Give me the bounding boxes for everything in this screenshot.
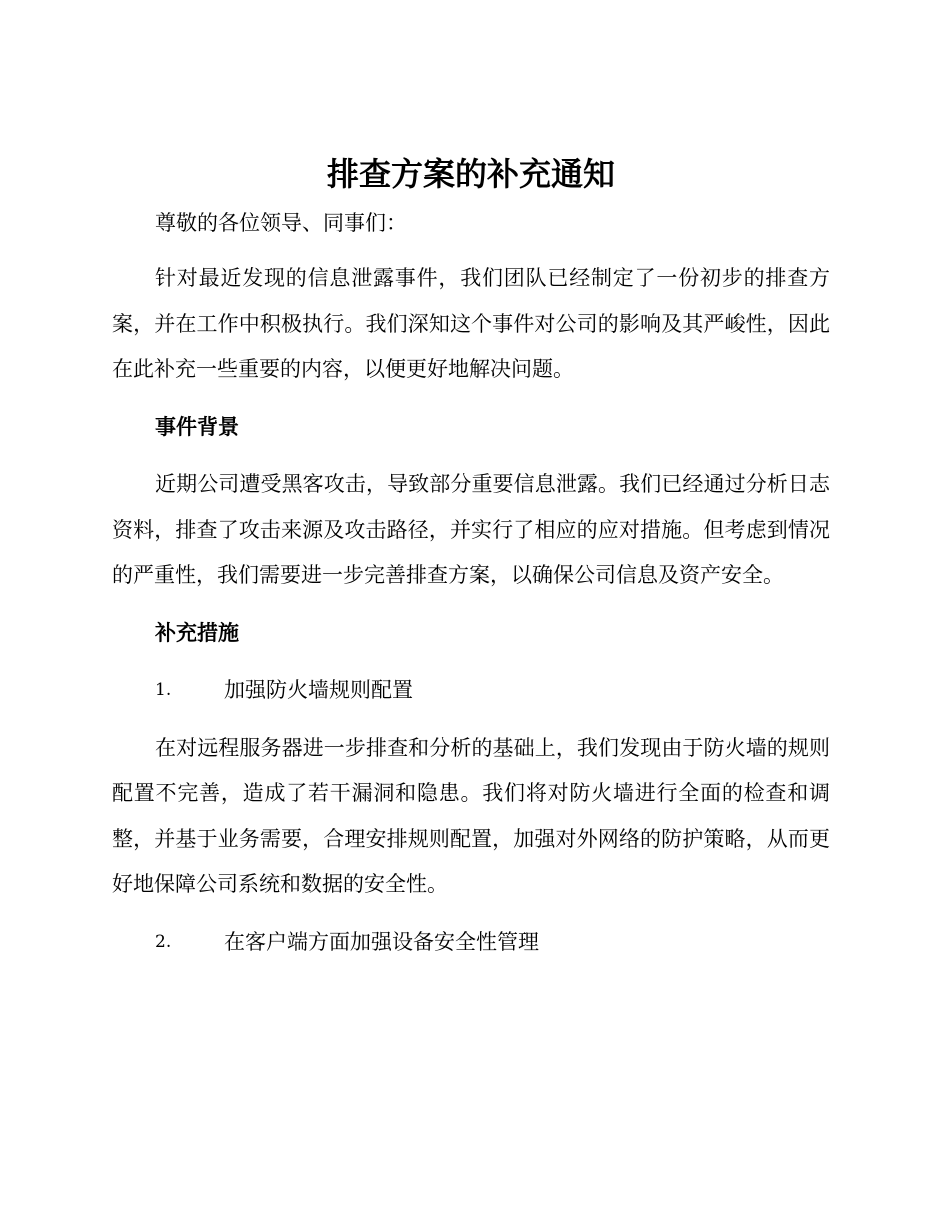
measure-1-paragraph: 在对远程服务器进一步排查和分析的基础上，我们发现由于防火墙的规则配置不完善，造成了若干漏洞和隐患。我们将对防火墙进行全面的检查和调整，并基于业务需要，合理安排规则配置，加强对外网络的防护策略，从而更好地保障公司系统和数据的安全性。 [112, 735, 830, 896]
list-item-title: 在客户端方面加强设备安全性管理 [224, 929, 539, 954]
list-item [112, 668, 830, 714]
section-heading-measures: 补充措施 [155, 620, 239, 645]
section-heading-background: 事件背景 [155, 414, 239, 439]
document-title: 排查方案的补充通知 [326, 155, 615, 193]
background-paragraph: 近期公司遭受黑客攻击，导致部分重要信息泄露。我们已经通过分析日志资料，排查了攻击来源及攻击路径，并实行了相应的应对措施。但考虑到情况的严重性，我们需要进一步完善排查方案，以确保公司信息及资产安全。 [112, 472, 830, 587]
document-body [112, 148, 830, 965]
list-item [112, 920, 830, 966]
salutation: 尊敬的各位领导、同事们： [155, 211, 407, 235]
list-item-title: 加强防火墙规则配置 [224, 678, 413, 702]
intro-paragraph: 针对最近发现的信息泄露事件，我们团队已经制定了一份初步的排查方案，并在工作中积极执行。我们深知这个事件对公司的影响及其严峻性，因此在此补充一些重要的内容，以便更好地解决问题。 [112, 266, 830, 381]
list-item-number: 1. [155, 680, 172, 700]
list-item-number: 2. [155, 931, 172, 952]
